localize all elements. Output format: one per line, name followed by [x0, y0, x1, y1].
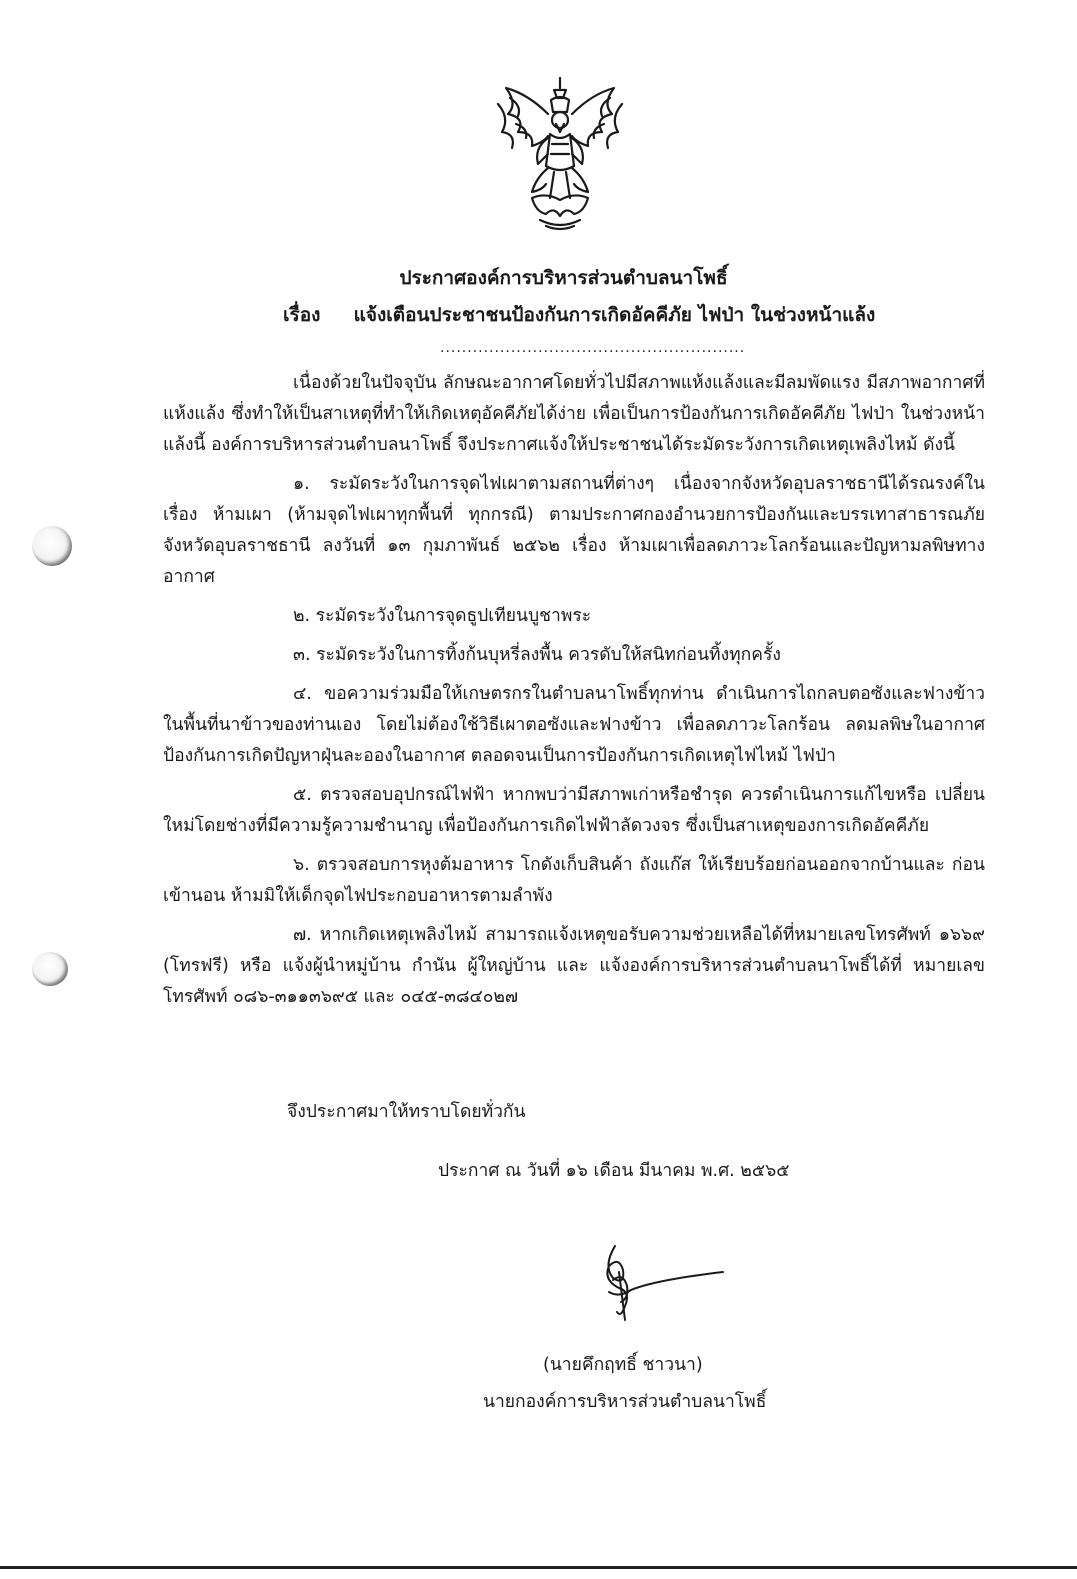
page-bottom-edge	[0, 1566, 1077, 1569]
signer-position: นายกองค์การบริหารส่วนตำบลนาโพธิ์	[483, 1392, 767, 1412]
list-item: ๖. ตรวจสอบการหุงต้มอาหาร โกดังเก็บสินค้า ถังแก๊ส ให้เรียบร้อยก่อนออกจากบ้านและ ก่อนเข้านอน ห้ามมิให้เด็กจุดไฟประกอบอาหารตามลำพัง	[163, 855, 985, 906]
list-item: ๕. ตรวจสอบอุปกรณ์ไฟฟ้า หากพบว่ามีสภาพเก่าหรือชำรุด ควรดำเนินการแก้ไขหรือ เปลี่ยนใหม่โดยช่างที่มีความรู้ความชำนาญ เพื่อป้องกันการเกิดไฟฟ้าลัดวงจร ซึ่งเป็นสาเหตุของการเกิดอัคคีภัย	[163, 785, 985, 836]
garuda-emblem-icon	[488, 74, 632, 234]
signature-icon	[595, 1236, 725, 1326]
list-item: ๑. ระมัดระวังในการจุดไฟเผาตามสถานที่ต่างๆ เนื่องจากจังหวัดอุบลราชธานีได้รณรงค์ใน เรื่อง ห้ามเผา (ห้ามจุดไฟเผาทุกพื้นที่ ทุกกรณี) ตามประกาศกองอำนวยการป้องกันและบรรเทาสาธารณภัยจังหวัดอุบลราชธานี ลงวันที่ ๑๓ กุมภาพันธ์ ๒๕๖๒ เรื่อง ห้ามเผาเพื่อลดภาวะโลกร้อนและปัญหามลพิษทางอากาศ	[163, 474, 985, 587]
list-item: ๒. ระมัดระวังในการจุดธูปเทียนบูชาพระ	[293, 606, 592, 626]
announcement-title: ประกาศองค์การบริหารส่วนตำบลนาโพธิ์	[399, 267, 728, 289]
punch-hole-icon	[32, 526, 72, 566]
closing-statement: จึงประกาศมาให้ทราบโดยทั่วกัน	[287, 1102, 526, 1122]
list-item: ๔. ขอความร่วมมือให้เกษตรกรในตำบลนาโพธิ์ทุกท่าน ดำเนินการไถกลบตอซังและฟางข้าว ในพื้นที่นาข้าวของท่านเอง โดยไม่ต้องใช้วิธีเผาตอซังและฟางข้าว เพื่อลดภาวะโลกร้อน ลดมลพิษในอากาศ ป้องกันการเกิดปัญหาฝุ่นละอองในอากาศ ตลอดจนเป็นการป้องกันการเกิดเหตุไฟไหม้ ไฟป่า	[163, 684, 985, 766]
intro-paragraph: เนื่องด้วยในปัจจุบัน ลักษณะอากาศโดยทั่วไปมีสภาพแห้งแล้งและมีลมพัดแรง มีสภาพอากาศที่แห้งแล้ง ซึ่งทำให้เป็นสาเหตุที่ทำให้เกิดเหตุอัคคีภัยได้ง่าย เพื่อเป็นการป้องกันการเกิดอัคคีภัย ไฟป่า ในช่วงหน้าแล้งนี้ องค์การบริหารส่วนตำบลนาโพธิ์ จึงประกาศแจ้งให้ประชาชนได้ระมัดระวังการเกิดเหตุเพลิงไหม้ ดังนี้	[163, 373, 985, 455]
dotted-divider: ........................................................	[440, 340, 746, 356]
subject-line	[283, 300, 875, 330]
announcement-body	[163, 368, 985, 1013]
announcement-date: ประกาศ ณ วันที่ ๑๖ เดือน มีนาคม พ.ศ. ๒๕๖๕	[438, 1161, 790, 1181]
subject-text: แจ้งเตือนประชาชนป้องกันการเกิดอัคคีภัย ไฟป่า ในช่วงหน้าแล้ง	[353, 304, 876, 326]
list-item: ๗. หากเกิดเหตุเพลิงไหม้ สามารถแจ้งเหตุขอรับความช่วยเหลือได้ที่หมายเลขโทรศัพท์ ๑๖๖๙ (โทรฟรี) หรือ แจ้งผู้นำหมู่บ้าน กำนัน ผู้ใหญ่บ้าน และ แจ้งองค์การบริหารส่วนตำบลนาโพธิ์ได้ที่ หมายเลขโทรศัพท์ ๐๘๖-๓๑๑๓๖๙๕ และ ๐๔๕-๓๘๔๐๒๗	[163, 925, 985, 1007]
list-item: ๓. ระมัดระวังในการทิ้งก้นบุหรี่ลงพื้น ควรดับให้สนิทก่อนทิ้งทุกครั้ง	[293, 645, 781, 665]
signer-name: (นายคึกฤทธิ์ ชาวนา)	[543, 1355, 703, 1375]
subject-label: เรื่อง	[283, 304, 321, 326]
punch-hole-icon	[32, 952, 68, 986]
